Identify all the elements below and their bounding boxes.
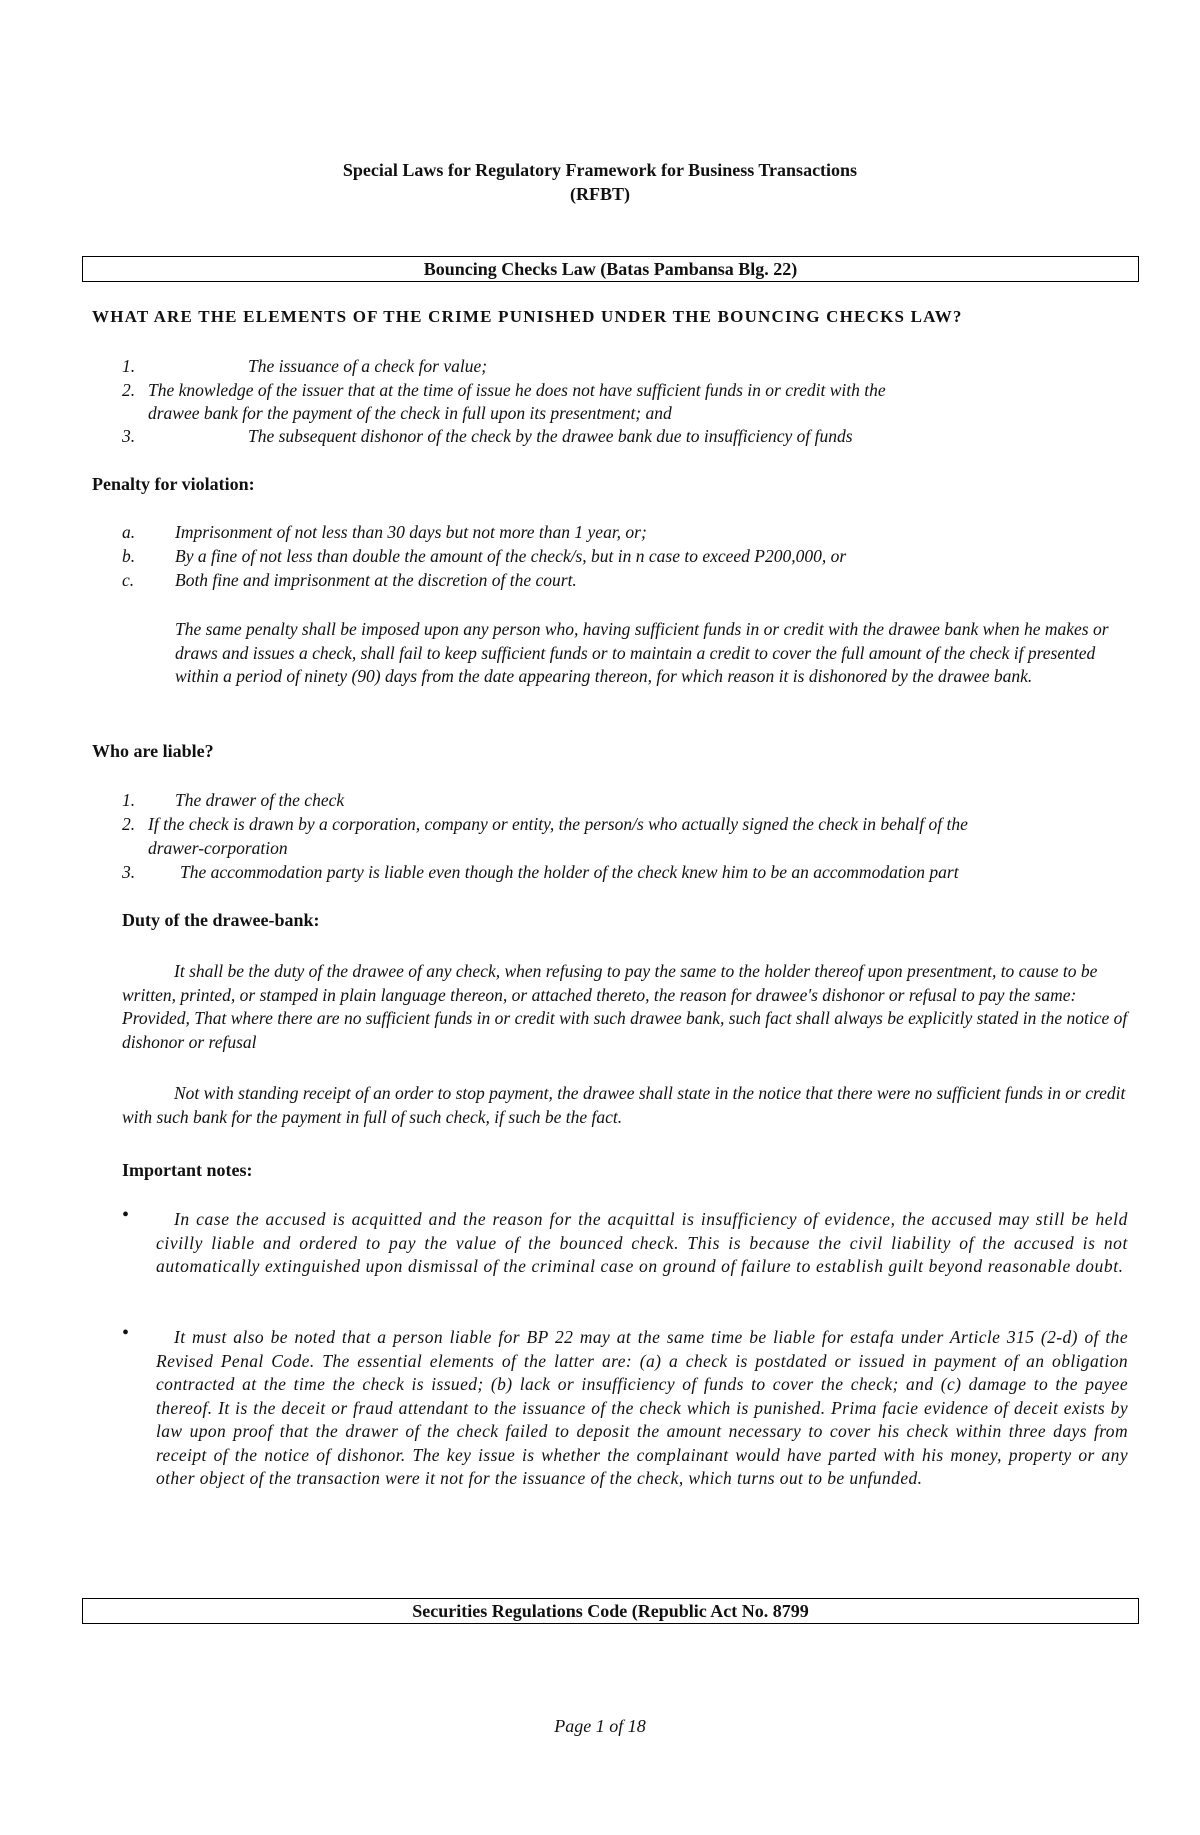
- elements-question-heading: WHAT ARE THE ELEMENTS OF THE CRIME PUNISHED UNDER THE BOUNCING CHECKS LAW?: [92, 307, 963, 326]
- penalty-item-b: By a fine of not less than double the amount of the check/s, but in n case to exceed P200,000, or: [175, 546, 847, 566]
- section-box-bouncing-checks: Bouncing Checks Law (Batas Pambansa Blg. 22): [82, 256, 1139, 282]
- penalty-item-c: Both fine and imprisonment at the discretion of the court.: [175, 570, 577, 590]
- section-box-securities-regulations: Securities Regulations Code (Republic Act No. 8799: [82, 1598, 1139, 1624]
- liable-marker-1: 1.: [122, 790, 136, 810]
- elements-item-2: The knowledge of the issuer that at the time of issue he does not have sufficient funds in or credit with the: [148, 380, 886, 400]
- duty-paragraph-2: Not with standing receipt of an order to stop payment, the drawee shall state in the notice that there were no sufficient funds in or credit with such bank for the payment in full of such check, if such be the fact.: [122, 1083, 1126, 1127]
- liable-marker-2: 2.: [122, 814, 136, 834]
- penalty-paragraph: The same penalty shall be imposed upon any person who, having sufficient funds in or credit with the drawee bank when he makes or draws and issues a check, shall fail to keep sufficient funds or to maintain a credit to cover the full amount of the check if presented within a period of ninety (90) days from the date appearing thereon, for which reason it is dishonored by the drawee bank.: [175, 619, 1109, 686]
- penalty-marker-a: a.: [122, 522, 136, 542]
- elements-item-3: The subsequent dishonor of the check by the drawee bank due to insufficiency of funds: [248, 426, 853, 446]
- penalty-marker-c: c.: [122, 570, 135, 590]
- elements-item-1: The issuance of a check for value;: [248, 356, 488, 376]
- notes-heading: Important notes:: [122, 1160, 253, 1180]
- duty-paragraph-1: It shall be the duty of the drawee of any check, when refusing to pay the same to the holder thereof upon presentment, to cause to be written, printed, or stamped in plain language thereon, or attached thereto, the reason for drawee's dishonor or refusal to pay the same: Provided, That where there are no sufficient funds in or credit with such drawee bank, such fact shall always be explicitly stated in the notice of dishonor or refusal: [122, 961, 1128, 1052]
- liable-item-2-continued: drawer-corporation: [148, 838, 288, 858]
- penalty-marker-b: b.: [122, 546, 136, 566]
- document-subtitle: (RFBT): [570, 184, 630, 204]
- note-2: It must also be noted that a person liable for BP 22 may at the same time be liable for estafa under Article 315 (2-d) of the Revised Penal Code. The essential elements of the latter are: (a) a check is postdated or issued in payment of an obligation contracted at the time the check is issued; (b) lack or insufficiency of funds to cover the check; and (c) damage to the payee thereof. It is the deceit or fraud attendant to the issuance of the check which is punished. Prima facie evidence of deceit exists by law upon proof that the drawer of the check failed to deposit the amount necessary to cover his check within three days from receipt of the notice of dishonor. The key issue is whether the complainant would have parted with his money, property or any other object of the transaction were it not for the issuance of the check, which turns out to be unfunded.: [156, 1327, 1128, 1488]
- elements-item-2-continued: drawee bank for the payment of the check in full upon its presentment; and: [148, 403, 672, 423]
- liable-heading: Who are liable?: [92, 741, 214, 761]
- elements-marker-1: 1.: [122, 356, 136, 376]
- note-bullet-1: •: [122, 1204, 130, 1226]
- penalty-heading: Penalty for violation:: [92, 474, 255, 494]
- penalty-item-a: Imprisonment of not less than 30 days but not more than 1 year, or;: [175, 522, 647, 542]
- duty-heading: Duty of the drawee-bank:: [122, 910, 320, 930]
- document-title: Special Laws for Regulatory Framework for Business Transactions: [342, 160, 858, 180]
- liable-item-2: If the check is drawn by a corporation, company or entity, the person/s who actually signed the check in behalf of the: [148, 814, 968, 834]
- liable-item-3: The accommodation party is liable even though the holder of the check knew him to be an accommodation part: [180, 862, 959, 882]
- elements-marker-3: 3.: [122, 426, 136, 446]
- liable-item-1: The drawer of the check: [175, 790, 345, 810]
- liable-marker-3: 3.: [122, 862, 136, 882]
- note-1: In case the accused is acquitted and the reason for the acquittal is insufficiency of evidence, the accused may still be held civilly liable and ordered to pay the value of the bounced check. This is because the civil liability of the accused is not automatically extinguished upon dismissal of the criminal case on ground of failure to establish guilt beyond reasonable doubt.: [156, 1209, 1128, 1276]
- note-bullet-2: •: [122, 1322, 130, 1344]
- page-number: Page 1 of 18: [554, 1716, 646, 1736]
- elements-marker-2: 2.: [122, 380, 136, 400]
